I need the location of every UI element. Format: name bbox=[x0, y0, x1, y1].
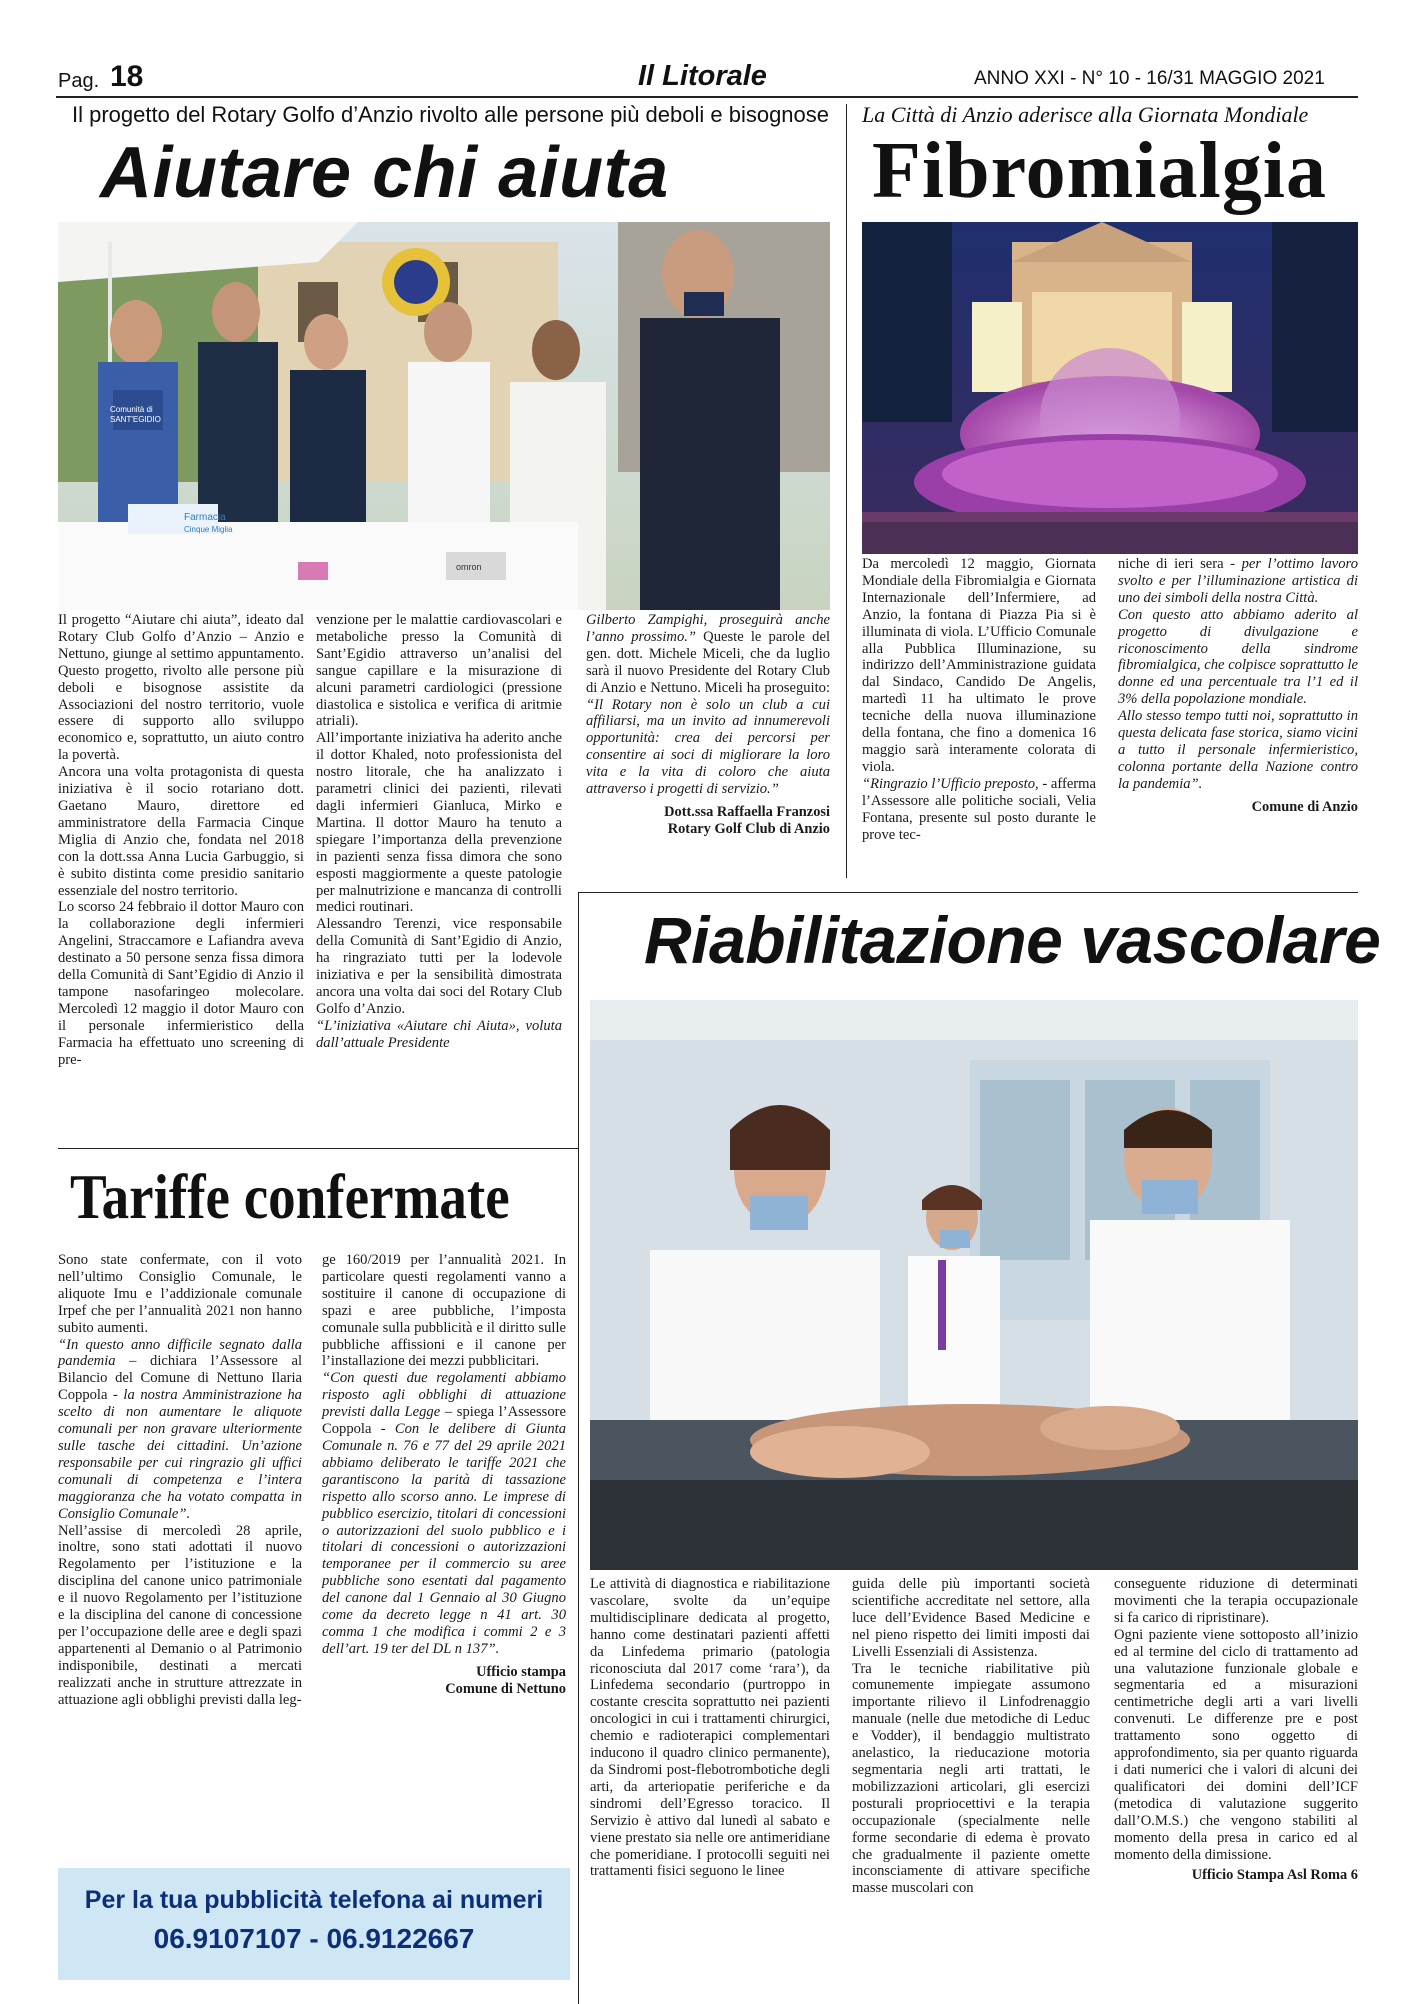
article1-title: Aiutare chi aiuta bbox=[100, 133, 669, 213]
article1-col3-italic-end: “Il Rotary non è solo un club a cui affiliarsi, ma un invito ad innumerevoli opportunità: crea dei percorsi per consentire ai soci di migliorare la loro vita e la vita di coloro che aiuta attraverso i progetti di servizio.” bbox=[586, 696, 830, 798]
article1-signature-1: Dott.ssa Raffaella Franzosi bbox=[664, 803, 830, 820]
article3-col2-italic2: Con le delibere di Giunta Comunale n. 76 e 77 del 29 aprile 2021 abbiamo deliberato le tariffe 2021 che garantiscono la parità di tassazione rispetto allo scorso anno. Le imprese di pubblico esercizio, titolari di concessioni o autorizzazioni del suolo pubblico e i titolari di concessioni o autorizzazioni temporanee per il commercio su aree pubbliche sono esentati dal pagamento del canone dal 1 Gennaio al 30 Giugno come da decreto legge n 41 art. 30 comma 1 che modifica i commi 2 e 3 dell’art. 19 ter del DL n 137”. bbox=[322, 1421, 566, 1657]
ad-line-1: Per la tua pubblicità telefona ai numeri bbox=[84, 1886, 544, 1914]
article1-column-2 bbox=[316, 612, 562, 1052]
article1-col2-p3: Alessandro Terenzi, vice responsabile della Comunità di Sant’Egidio di Anzio, ha ringraziato tutti per la lodevole iniziativa e per la sensibilità dimostrata ancora una volta dai soci del Rotary Club Golfo d’Anzio. bbox=[316, 916, 562, 1017]
photo-rehabilitation bbox=[590, 1000, 1358, 1570]
article2-col2-italic: per l’ottimo lavoro svolto e per l’illuminazione artistica di uno dei simboli della nostra Città. bbox=[1118, 556, 1358, 606]
article4-signature: Ufficio Stampa Asl Roma 6 bbox=[1191, 1867, 1358, 1884]
article3-signature-1: Ufficio stampa bbox=[476, 1663, 566, 1680]
article1-col2-p1: venzione per le malattie cardiovascolari e metaboliche presso la Comunità di Sant’Egidio attraverso un’analisi del sangue capillare e la misurazione di alcuni parametri cardiologici (pressione diastolica e sistolica e verifica di aritmie atriali). bbox=[316, 612, 562, 730]
article4-column-3 bbox=[1114, 1576, 1358, 1884]
article1-signature-2: Rotary Golf Club di Anzio bbox=[667, 820, 830, 837]
article2-kicker: La Città di Anzio aderisce alla Giornata Mondiale bbox=[862, 102, 1309, 127]
article3-col1-italic2: la nostra Amministrazione ha scelto di non aumentare le aliquote comunali per non gravare ulteriormente sulle tasche dei cittadini. Un’azione responsabile per cui ringrazio gli uffici comunali di competenza e l’intera maggioranza che ha votato compatta in Consiglio Comunale”. bbox=[58, 1387, 302, 1522]
article4-title: Riabilitazione vascolare bbox=[644, 903, 1381, 977]
article2-bottom-rule bbox=[578, 892, 1358, 893]
article2-col2-p3: Allo stesso tempo tutti noi, soprattutto in questa delicata fase storica, siamo vicini a tutto il personale infermieristico, colonna portante della Nazione contro la pandemia”. bbox=[1118, 708, 1358, 792]
article1-col1-p3: Lo scorso 24 febbraio il dottor Mauro con la collaborazione degli infermieri Angelini, Straccamore e Lafiandra aveva destinato a 50 persone senza fissa dimora della Comunità di Sant’Egidio di Anzio il tampone nasofaringeo molecolare. Mercoledì 12 maggio il dotor Mauro con il personale infermieristico della Farmacia ha effettuato uno screening di pre- bbox=[58, 899, 304, 1068]
article4-column-2 bbox=[852, 1576, 1090, 1897]
article3-col1-p3: Nell’assise di mercoledì 28 aprile, inoltre, sono stati adottati il nuovo Regolamento per l’istituzione e la disciplina del canone unico patrimoniale e il nuovo Regolamento per l’istituzione e la disciplina del canone di concessione per l’occupazione delle aree e degli spazi appartenenti al Demanio o al Patrimonio indisponibile, destinati a mercati realizzati anche in strutture attrezzate in attuazione agli obblighi previsti dalla leg- bbox=[58, 1522, 302, 1708]
photo-fountain bbox=[862, 222, 1358, 554]
article3-col2-p1: ge 160/2019 per l’annualità 2021. In particolare questi regolamenti vanno a sostituire il canone di occupazione di spazi e aree pubbliche, l’imposta comunale sulla pubblicità e il diritto sulle pubbliche affissioni e il canone per l’installazione dei mezzi pubblicitari. bbox=[322, 1252, 566, 1370]
article3-col1-p1: Sono state confermate, con il voto nell’ultimo Consiglio Comunale, le aliquote Imu e l’addizionale comunale Irpef che per l’annualità 2021 non hanno subito aumenti. bbox=[58, 1252, 302, 1336]
masthead: Il Litorale bbox=[638, 60, 767, 92]
photo1-banner-text2: Cinque Miglia bbox=[184, 525, 233, 534]
article1-column-1 bbox=[58, 612, 304, 1068]
article3-column-1 bbox=[58, 1252, 302, 1708]
article3-signature-2: Comune di Nettuno bbox=[445, 1680, 566, 1697]
article3-col2-plain1: – spiega l’Assessore Coppola - bbox=[322, 1404, 567, 1438]
top-column-divider bbox=[846, 104, 847, 878]
article4-column-1 bbox=[590, 1576, 830, 1880]
photo1-box-text: omron bbox=[456, 562, 482, 572]
article1-col2-quote: “L’iniziativa «Aiutare chi Aiuta», voluta dall’attuale Presidente bbox=[316, 1017, 562, 1051]
article3-top-rule bbox=[58, 1148, 578, 1149]
article2-column-2 bbox=[1118, 556, 1358, 816]
article2-title: Fibromialgia bbox=[872, 127, 1327, 215]
article2-col1-p1: Da mercoledì 12 maggio, Giornata Mondiale della Fibromialgia e Giornata Internazionale dell’Infermiere, ad Anzio, la fontana di Piazza Pia si è illuminata di viola. L’Ufficio Comunale alla Pubblica Illuminazione, su indirizzo dell’Amministrazione guidata dal Sindaco, Candido De Angelis, martedì 11 ha ultimato le prove tecniche della nuova illuminazione della fontana, che fino a domenica 16 maggio sarà interamente colorata di viola. bbox=[862, 556, 1096, 775]
article2-col2-start: niche di ieri sera - bbox=[1118, 556, 1242, 572]
article1-col1-p1: Il progetto “Aiutare chi aiuta”, ideato dal Rotary Club Golfo d’Anzio – Anzio e Nettuno, giunge al settimo appuntamento. Questo progetto, rivolto alle persone più deboli e bisognose assistite da Associazioni del nostro territorio, vuole essere di supporto allo sviluppo economico e, soprattutto, un aiuto contro la povertà. bbox=[58, 612, 304, 764]
header-rule bbox=[56, 96, 1358, 98]
article1-col3-italic-start: Gilberto Zampighi, proseguirà anche l’anno prossimo.” bbox=[586, 612, 830, 645]
photo1-banner-text: Farmacia bbox=[184, 512, 226, 523]
article1-column-3 bbox=[586, 612, 830, 838]
photo1-vest-text2: SANT'EGIDIO bbox=[110, 415, 161, 424]
article3-col1-italic1: “In questo anno difficile segnato dalla pandemia bbox=[58, 1336, 302, 1370]
article4-col2-p1: guida delle più importanti società scientifiche accreditate nel settore, alla luce dell’Evidence Based Medicine e nel pieno rispetto dei limiti imposti dai Livelli Essenziali di Assistenza. bbox=[852, 1576, 1090, 1660]
issue-info: ANNO XXI - N° 10 - 16/31 MAGGIO 2021 bbox=[974, 68, 1325, 89]
article3-title: Tariffe confermate bbox=[70, 1161, 510, 1232]
article4-col3-p1: conseguente riduzione di determinati movimenti che la terapia occupazionale si fa carico di ripristinare). bbox=[1114, 1576, 1358, 1626]
article2-col2-p2: Con questo atto abbiamo aderito al progetto di divulgazione e riconoscimento della sindrome fibromialgica, che colpisce soprattutto le donne ed una percentuale tra l’1 ed il 3% della popolazione mondiale. bbox=[1118, 606, 1358, 708]
article3-col1-plain1: – dichiara l’Assessore al Bilancio del Comune di Nettuno Ilaria Coppola - bbox=[58, 1353, 302, 1404]
article4-col1-p1: Le attività di diagnostica e riabilitazione vascolare, svolte da un’equipe multidisciplinare dedicata al progetto, hanno come destinatari pazienti affetti da Linfedema primario (patologia riconosciuta dal 2017 come ‘rara’), da Linfedema secondario (purtroppo in costante crescita soprattutto nei pazienti oncologici in cui i trattamenti chirurgici, chemio e radioterapici complementari inducono il quadro clinico permanente), da Sindromi post-flebotrombotiche degli arti, da arteriopatie periferiche e da sindromi dell’Egresso toracico. Il Servizio è attivo dal lunedì al sabato e viene prestato sia nelle ore antimeridiane che pomeridiane. I protocolli seguiti nei trattamenti fisici seguono le linee bbox=[590, 1576, 830, 1880]
article3-column-2 bbox=[322, 1252, 566, 1698]
advertisement-box[interactable] bbox=[58, 1868, 570, 1980]
article4-col3-p2: Ogni paziente viene sottoposto all’inizio ed al termine del ciclo di trattamento ad una valutazione funzionale globale e segmentaria ed a misurazioni centimetriche degli arti a vari livelli convenuti. Le differenze pre e post trattamento sono oggetto di approfondimento, sia per quanto riguarda i dati numerici che i valori di alcuni dei qualificatori dei domini dell’ICF (metodica di valutazione suggerito dall’O.M.S.) che vengono stabiliti al momento della presa in carico ed al momento della dimissione. bbox=[1114, 1626, 1358, 1863]
page-number: 18 bbox=[110, 60, 144, 93]
article2-col1-italic: “Ringrazio l’Ufficio preposto, bbox=[862, 775, 1039, 792]
article2-column-1 bbox=[862, 556, 1096, 843]
article4-col2-p2: Tra le tecniche riabilitative più comunemente impiegate assumono importante rilievo il Linfodrenaggio manuale (nelle due metodiche di Leduc e Vodder), il bendaggio multistrato anelastico, la rieducazione motoria segmentaria negli arti trattati, le mobilizzazioni articolari, gli esercizi posturali propriocettivi e la terapia occupazionale (specialmente nelle forme secondarie di edema è provato che gradualmente il paziente omette inconsciamente di attivare specifiche masse muscolari con bbox=[852, 1660, 1090, 1897]
article1-col3-text: Queste le parole del gen. dott. Michele Miceli, che da luglio sarà il nuovo Presidente del Rotary Club di Anzio e Nettuno. Miceli ha proseguito: bbox=[586, 628, 830, 696]
article1-col2-p2: All’importante iniziativa ha aderito anche il dottor Khaled, noto professionista del nostro litorale, che ha analizzato i parametri clinici dei pazienti, rilevati dagli infermieri Gianluca, Mirko e Martina. Il dottor Mauro ha tenuto a spiegare l’importanza della prevenzione in pazienti senza fissa dimora che sono esposti maggiormente a queste patologie per malnutrizione e mancanza di controlli medici routinari. bbox=[316, 730, 562, 916]
ad-phone-numbers: 06.9107107 - 06.9122667 bbox=[153, 1923, 475, 1954]
article3-col2-italic1: “Con questi due regolamenti abbiamo risposto agli obblighi di attuazione previsti dalla Legge bbox=[322, 1370, 566, 1421]
article1-col1-p2: Ancora una volta protagonista di questa iniziativa è il socio rotariano dott. Gaetano Mauro, direttore ed amministratore della Farmacia Cinque Miglia di Anzio che, fondata nel 2018 con la dott.ssa Anna Lucia Garbuggio, si è subito distinta come presidio sanitario essenziale del nostro territorio. bbox=[58, 764, 304, 899]
photo1-vest-text: Comunità di bbox=[110, 405, 153, 414]
article2-col1-end: - afferma l’Assessore alle politiche sociali, Velia Fontana, presente sul posto durante le prove tec- bbox=[862, 775, 1096, 843]
article2-signature: Comune di Anzio bbox=[1251, 798, 1358, 815]
photo-rotary-event bbox=[58, 222, 830, 610]
article1-kicker: Il progetto del Rotary Golfo d’Anzio rivolto alle persone più deboli e bisognose bbox=[72, 102, 830, 127]
page-label: Pag. bbox=[58, 70, 100, 92]
article3-side-rule bbox=[578, 892, 579, 2004]
